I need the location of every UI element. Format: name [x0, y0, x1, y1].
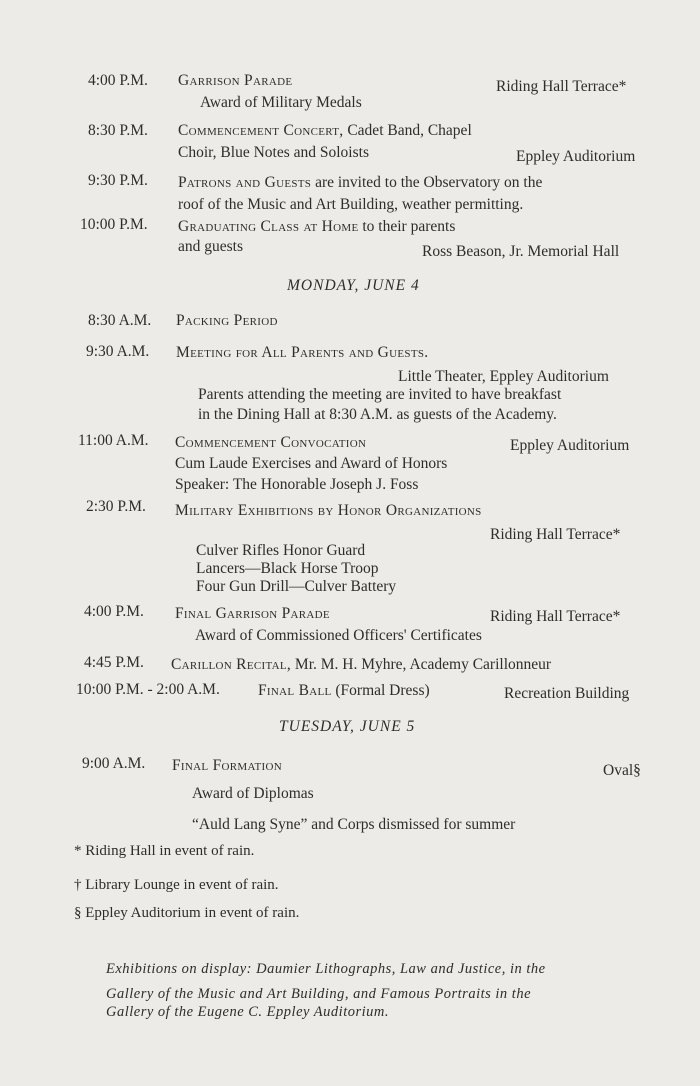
footnote-eppley: § Eppley Auditorium in event of rain.	[74, 905, 300, 921]
event-time: 10:00 P.M.	[80, 216, 148, 233]
event-time: 9:30 A.M.	[86, 343, 150, 360]
event-title-line	[171, 656, 551, 674]
day-heading: TUESDAY, JUNE 5	[279, 718, 416, 735]
event-title: Carillon Recital,	[171, 656, 292, 673]
event-title-line	[178, 122, 472, 140]
event-location: Riding Hall Terrace*	[490, 608, 621, 625]
event-description: in the Dining Hall at 8:30 A.M. as guests of the Academy.	[198, 406, 557, 423]
event-title: Patrons and Guests	[178, 174, 312, 191]
event-title: Military Exhibitions by Honor Organizations	[175, 502, 482, 519]
event-description: Award of Diplomas	[192, 785, 314, 802]
event-title-line	[178, 174, 542, 192]
event-location: Ross Beason, Jr. Memorial Hall	[422, 243, 620, 260]
event-description: Culver Rifles Honor Guard	[196, 542, 366, 559]
event-description: Lancers—Black Horse Troop	[196, 560, 379, 577]
day-heading: MONDAY, JUNE 4	[287, 277, 420, 294]
event-title: Final Ball	[258, 682, 332, 699]
event-title: Graduating Class at Home	[178, 218, 359, 235]
event-title-line	[258, 682, 430, 700]
event-description: roof of the Music and Art Building, weather permitting.	[178, 196, 524, 213]
event-title: Final Formation	[172, 757, 282, 774]
event-time: 11:00 A.M.	[78, 432, 149, 449]
exhibitions-note: Gallery of the Eugene C. Eppley Auditorium.	[106, 1004, 389, 1020]
event-time: 8:30 A.M.	[88, 312, 152, 329]
event-time: 4:45 P.M.	[84, 654, 144, 671]
event-location: Recreation Building	[504, 685, 630, 702]
event-title-line	[178, 218, 455, 236]
event-time: 4:00 P.M.	[84, 603, 144, 620]
event-description: Award of Commissioned Officers' Certificates	[195, 627, 482, 644]
footnote-library-lounge: † Library Lounge in event of rain.	[74, 877, 279, 893]
event-title: Commencement Convocation	[175, 434, 367, 451]
event-title-rest: to their parents	[362, 218, 456, 235]
event-description: “Auld Lang Syne” and Corps dismissed for summer	[192, 816, 516, 833]
event-title-rest: (Formal Dress)	[335, 682, 430, 699]
event-description: Cum Laude Exercises and Award of Honors	[175, 455, 448, 472]
event-description: and guests	[178, 238, 244, 255]
event-title: Garrison Parade	[178, 72, 293, 89]
event-location: Eppley Auditorium	[510, 437, 630, 454]
exhibitions-note: Gallery of the Music and Art Building, and Famous Portraits in the	[106, 986, 532, 1002]
event-location: Eppley Auditorium	[516, 148, 636, 165]
event-description: Speaker: The Honorable Joseph J. Foss	[175, 476, 419, 493]
event-description: Award of Military Medals	[200, 94, 362, 111]
event-title: Commencement Concert,	[178, 122, 344, 139]
event-title-rest: Cadet Band, Chapel	[347, 122, 472, 139]
event-time: 9:30 P.M.	[88, 172, 148, 189]
event-description: Four Gun Drill—Culver Battery	[196, 578, 397, 595]
event-time: 9:00 A.M.	[82, 755, 146, 772]
event-time: 2:30 P.M.	[86, 498, 146, 515]
exhibitions-note: Exhibitions on display: Daumier Lithographs, Law and Justice, in the	[106, 961, 546, 977]
event-location: Oval§	[603, 762, 641, 779]
event-time: 8:30 P.M.	[88, 122, 148, 139]
event-title: Packing Period	[176, 312, 278, 329]
event-location: Riding Hall Terrace*	[496, 78, 627, 95]
event-title: Final Garrison Parade	[175, 605, 330, 622]
event-title-rest: Mr. M. H. Myhre, Academy Carillonneur	[294, 656, 552, 673]
footnote-riding-hall: * Riding Hall in event of rain.	[74, 843, 255, 859]
event-title: Meeting for All Parents and Guests.	[176, 344, 429, 361]
event-time: 10:00 P.M. - 2:00 A.M.	[76, 681, 220, 698]
event-title-rest: are invited to the Observatory on the	[315, 174, 543, 191]
event-location: Riding Hall Terrace*	[490, 526, 621, 543]
event-description: Parents attending the meeting are invited to have breakfast	[198, 386, 562, 403]
event-time: 4:00 P.M.	[88, 72, 148, 89]
event-description: Choir, Blue Notes and Soloists	[178, 144, 369, 161]
event-location: Little Theater, Eppley Auditorium	[398, 368, 609, 385]
